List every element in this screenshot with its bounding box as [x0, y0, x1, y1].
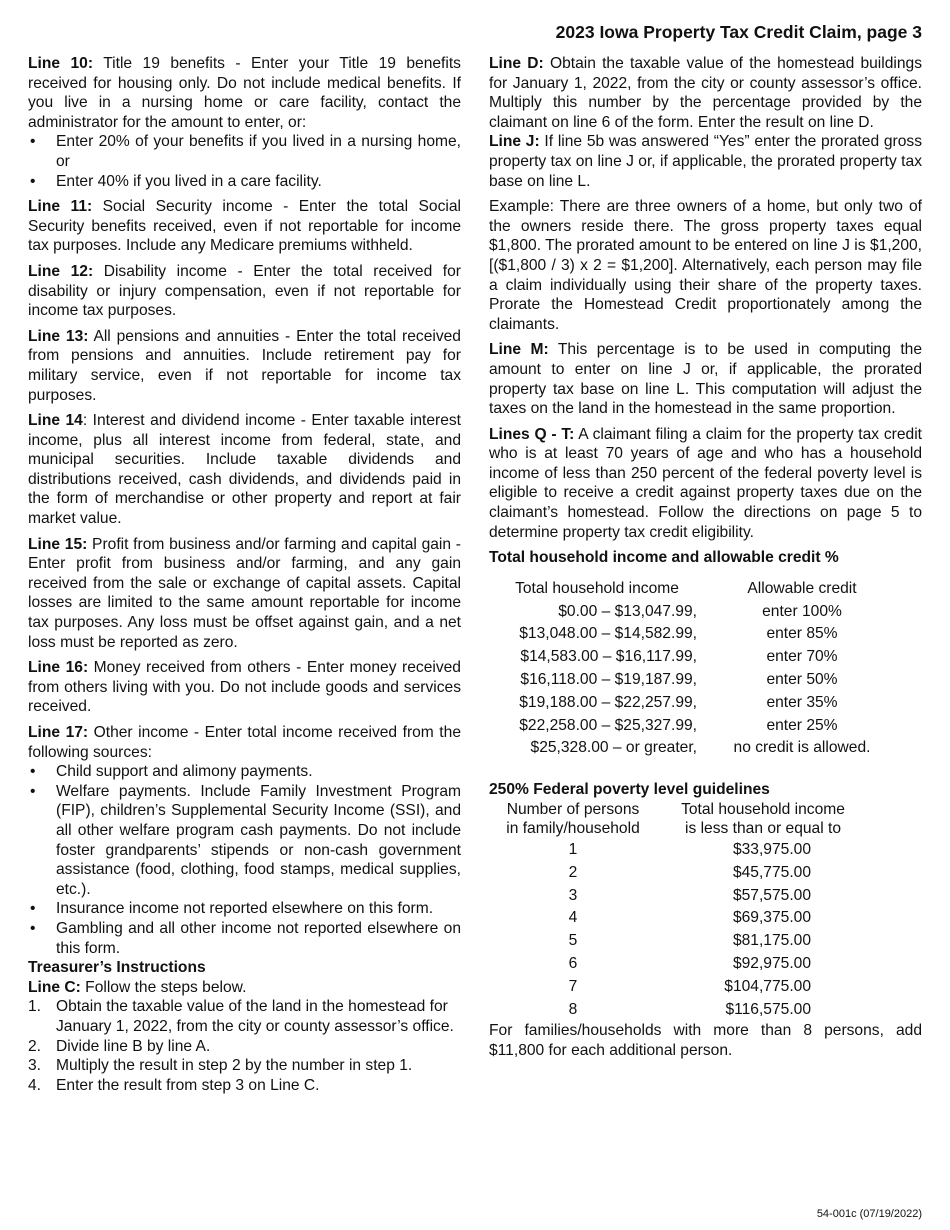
column-header: in family/household [506, 820, 640, 838]
list-item [28, 1076, 461, 1096]
treasurer-steps [28, 997, 461, 1095]
table-row [497, 669, 907, 692]
credit-cell: enter 85% [766, 625, 838, 643]
poverty-table-title: 250% Federal poverty level guidelines [489, 781, 770, 799]
list-item: • Welfare payments. Include Family Investment Program (FIP), children’s Supplemental Security Income (SSI), and all other welfare program cash payments. Do not include foster grandparents’ stipends or non-cash government assistance (food, clothing, food stamps, medical supplies, etc.). [28, 782, 461, 900]
lines-q-t-label: Lines Q - T: [489, 425, 575, 443]
income-cell: $13,048.00 – $14,582.99, [519, 625, 697, 643]
step-text: Obtain the taxable value of the land in the homestead for January 1, 2022, from the city or county assessor’s office. [56, 998, 454, 1035]
line-m-label: Line M: [489, 341, 549, 359]
credit-cell: enter 35% [766, 693, 838, 711]
line-16-text: Money received from others - Enter money received from others living with you. Do not include goods and services received. [28, 659, 461, 716]
line-13-label: Line 13: [28, 327, 89, 345]
line-12-label: Line 12: [28, 262, 94, 280]
credit-table [497, 578, 907, 760]
income-cell: $14,583.00 – $16,117.99, [520, 648, 697, 666]
table-row [497, 737, 907, 760]
income-cell: $19,188.00 – $22,257.99, [519, 693, 697, 711]
step-text: Enter the result from step 3 on Line C. [56, 1076, 320, 1094]
column-header: Allowable credit [747, 579, 857, 597]
line-17-label: Line 17: [28, 724, 89, 741]
line-m-text: This percentage is to be used in computing the amount to enter on line J or, if applicable, the prorated property tax base on line L. This computation will adjust the taxes on the land in the homestead in the same proportion. [489, 341, 923, 418]
list-item: • Enter 20% of your benefits if you lived in a nursing home, or [28, 132, 461, 171]
table-row [497, 646, 907, 669]
table-row [493, 976, 873, 999]
income-cell: $22,258.00 – $25,327.99, [519, 716, 697, 734]
line-d-paragraph [489, 54, 922, 132]
income-limit-cell: $69,375.00 [732, 909, 811, 927]
line-17-bullets [28, 762, 461, 958]
income-cell: $0.00 – $13,047.99, [558, 602, 697, 620]
persons-cell: 4 [568, 909, 578, 927]
income-limit-cell: $45,775.00 [732, 863, 811, 881]
line-10-bullets [28, 132, 461, 191]
line-10-label: Line 10: [28, 55, 94, 72]
line-13-paragraph [28, 327, 461, 405]
income-limit-cell: $81,175.00 [732, 932, 811, 950]
list-item: • Insurance income not reported elsewhere on this form. [28, 899, 461, 919]
list-item: • Gambling and all other income not reported elsewhere on this form. [28, 919, 461, 958]
page-title: 2023 Iowa Property Tax Credit Claim, page 3 [555, 22, 922, 42]
table-header-row [493, 800, 873, 820]
step-number: 2. [28, 1037, 42, 1055]
income-limit-cell: $33,975.00 [732, 841, 811, 858]
lines-q-t-paragraph [489, 425, 922, 543]
line-c-paragraph [28, 978, 461, 998]
income-limit-cell: $92,975.00 [732, 954, 811, 972]
form-id: 54-001c (07/19/2022) [816, 1208, 922, 1220]
persons-cell: 7 [568, 977, 578, 995]
persons-cell: 2 [568, 863, 578, 881]
persons-cell: 5 [568, 932, 578, 950]
credit-cell: enter 100% [762, 602, 842, 620]
table-row [493, 953, 873, 976]
lines-q-t-text: A claimant filing a claim for the property tax credit who is at least 70 years of age and who has a household income of less than 250 percent of the federal poverty level is eligible to receive a credit against property taxes due on the claimant’s homestead. Follow the directions on page 5 to determine property tax credit eligibility. [489, 425, 923, 541]
list-item [28, 997, 461, 1036]
column-header: Total household income [515, 579, 679, 597]
step-number: 1. [28, 998, 42, 1016]
line-11-paragraph [28, 197, 461, 256]
line-15-text: Profit from business and/or farming and capital gain - Enter profit from business and/or farming, and any gain received from the sale or exchange of capital assets. Capital losses are limited to the same amount reportable for income tax purposes. Any loss must be offset against gain, and a net loss must be reported as zero. [28, 535, 461, 651]
table-header-row [493, 819, 873, 839]
line-j-label: Line J: [489, 133, 540, 151]
credit-cell: enter 25% [766, 716, 838, 734]
table-row [497, 715, 907, 738]
line-j-paragraph [489, 132, 922, 191]
persons-cell: 1 [568, 841, 578, 858]
line-17-text: Other income - Enter total income received from the following sources: [28, 724, 461, 761]
line-17-paragraph [28, 723, 461, 762]
income-cell: $25,328.00 – or greater, [530, 739, 697, 757]
column-header: Total household income [681, 800, 845, 818]
table-header-row [497, 578, 907, 601]
example-paragraph: Example: There are three owners of a home, but only two of the owners reside there. The gross property taxes equal $1,800. The prorated amount to be entered on line J is $1,200, [($1,800 / 3) x 2 = $1,200]. Alternatively, each person may file a claim individually using their share of the property taxes. Prorate the Homestead Credit proportionately among the claimants. [489, 198, 922, 333]
table-row [493, 907, 873, 930]
line-c-text: Follow the steps below. [80, 978, 247, 996]
line-16-label: Line 16: [28, 659, 89, 677]
credit-cell: enter 70% [766, 648, 838, 666]
line-10-paragraph [28, 54, 461, 132]
line-d-text: Obtain the taxable value of the homestead buildings for January 1, 2022, from the city or county assessor’s office. Multiply this number by the percentage provided by the claimant on line 6 of the form. Enter the result on line D. [489, 55, 923, 131]
income-limit-cell: $104,775.00 [724, 977, 811, 995]
list-item: • Child support and alimony payments. [28, 762, 461, 782]
line-12-paragraph [28, 262, 461, 321]
line-10-text: Title 19 benefits - Enter your Title 19 benefits received for housing only. Do not include medical benefits. If you live in a nursing home or care facility, contact the administrator for the amount to enter, or: [28, 55, 461, 131]
line-d-label: Line D: [489, 55, 544, 72]
treasurer-heading: Treasurer’s Instructions [28, 959, 206, 977]
table-row [493, 930, 873, 953]
table-row [493, 862, 873, 885]
line-14-label: Line 14 [28, 412, 83, 430]
column-header: is less than or equal to [684, 820, 842, 838]
table-row [497, 601, 907, 624]
line-14-text: : Interest and dividend income - Enter taxable interest income, plus all interest income from federal, state, and municipal securities. Include taxable dividends and distributions received, cash dividends, and dividends paid in the form of merchandise or other property and report at fair market value. [28, 412, 462, 528]
income-limit-cell: $116,575.00 [725, 1000, 811, 1018]
line-c-label: Line C: [28, 978, 81, 996]
list-item: • Enter 40% if you lived in a care facility. [28, 172, 461, 192]
step-number: 3. [28, 1057, 42, 1075]
line-11-text: Social Security income - Enter the total Social Security benefits received, even if not reportable for income tax purposes. Include any Medicare premiums withheld. [28, 198, 461, 255]
line-11-label: Line 11: [28, 198, 93, 216]
credit-cell: no credit is allowed. [733, 739, 871, 757]
poverty-note: For families/households with more than 8 persons, add $11,800 for each additional person. [489, 1022, 922, 1059]
income-cell: $16,118.00 – $19,187.99, [520, 671, 697, 689]
table-row [493, 885, 873, 908]
table-row [493, 839, 873, 862]
list-item [28, 1037, 461, 1057]
line-14-paragraph [28, 411, 461, 529]
left-column [28, 54, 461, 1101]
step-text: Multiply the result in step 2 by the number in step 1. [56, 1057, 413, 1075]
credit-cell: enter 50% [766, 671, 838, 689]
table-row [497, 692, 907, 715]
poverty-table [493, 800, 873, 1022]
list-item [28, 1056, 461, 1076]
right-column [489, 54, 922, 1067]
column-header: Number of persons [506, 800, 640, 818]
table-row [493, 999, 873, 1022]
line-13-text: All pensions and annuities - Enter the total received from pensions and annuities. Include retirement pay for military service, even if not reportable for income tax purposes. [28, 327, 461, 404]
line-m-paragraph [489, 340, 922, 418]
line-16-paragraph [28, 658, 461, 717]
income-limit-cell: $57,575.00 [732, 886, 811, 904]
credit-table-title: Total household income and allowable credit % [489, 549, 839, 567]
line-15-label: Line 15: [28, 535, 88, 553]
step-number: 4. [28, 1076, 42, 1094]
line-j-text: If line 5b was answered “Yes” enter the prorated gross property tax on line J or, if applicable, the prorated property tax base on line L. [489, 133, 922, 190]
persons-cell: 6 [568, 954, 578, 972]
line-15-paragraph [28, 535, 461, 653]
table-row [497, 623, 907, 646]
step-text: Divide line B by line A. [56, 1037, 211, 1055]
line-12-text: Disability income - Enter the total received for disability or injury compensation, even if not reportable for income tax purposes. [28, 262, 461, 320]
persons-cell: 8 [568, 1000, 578, 1018]
persons-cell: 3 [568, 886, 578, 904]
